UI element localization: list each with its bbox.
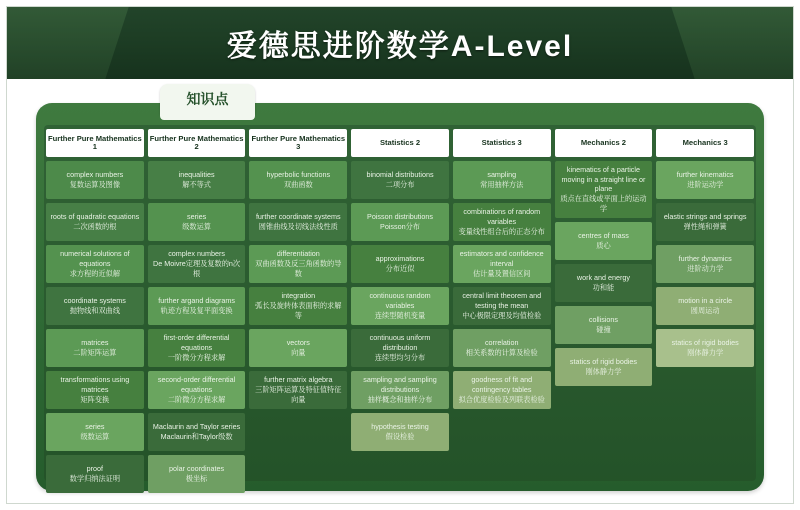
topic-title-zh: 功和能 xyxy=(592,282,615,292)
topic-title-zh: 进阶动力学 xyxy=(687,264,724,273)
topic-title-en: statics of rigid bodies xyxy=(569,356,638,366)
topic-title-zh: 抛物线和双曲线 xyxy=(69,306,121,315)
topic-cell[interactable] xyxy=(46,329,144,367)
topic-title-en: integration xyxy=(281,291,316,301)
topic-cell[interactable] xyxy=(555,264,653,302)
topic-cell[interactable] xyxy=(46,161,144,199)
topic-title-en: Poisson distributions xyxy=(367,212,433,222)
topic-cell[interactable] xyxy=(249,161,347,199)
topic-cell[interactable] xyxy=(453,287,551,325)
topic-cell[interactable] xyxy=(249,287,347,325)
topic-cell[interactable] xyxy=(453,329,551,367)
topic-title-zh: 三阶矩阵运算及特征值特征向量 xyxy=(255,385,342,404)
topic-cell[interactable] xyxy=(148,413,246,451)
topic-title-zh: 矩阵变换 xyxy=(80,394,110,404)
topic-title-zh: 二阶矩阵运算 xyxy=(73,348,117,357)
topic-title-en: further coordinate systems xyxy=(255,212,341,222)
topic-title-zh: 变量线性组合后的正态分布 xyxy=(458,226,545,236)
topic-cell[interactable] xyxy=(148,245,246,283)
topic-title-en: further dynamics xyxy=(678,254,732,264)
topic-title-zh: 级数运算 xyxy=(80,432,110,441)
topic-title-zh: 弹性绳和弹簧 xyxy=(683,222,727,231)
syllabus-table xyxy=(46,129,754,493)
topic-title-en: further matrix algebra xyxy=(264,375,333,385)
topic-title-zh: 刚体静力学 xyxy=(585,366,622,376)
topic-cell[interactable] xyxy=(148,371,246,409)
topic-title-en: work and energy xyxy=(576,272,631,282)
section-tab[interactable]: 知识点 xyxy=(160,84,255,114)
topic-cell[interactable] xyxy=(46,287,144,325)
topic-cell[interactable] xyxy=(46,203,144,241)
page-title: 爱德思进阶数学A-Level xyxy=(226,30,574,63)
topic-title-zh: 假设检验 xyxy=(385,432,415,441)
topic-title-zh: 双曲函数及反三角函数的导数 xyxy=(255,259,342,278)
topic-title-zh: 二阶微分方程求解 xyxy=(167,394,226,404)
syllabus-column xyxy=(453,129,551,493)
topic-cell[interactable] xyxy=(148,161,246,199)
topic-cell[interactable] xyxy=(555,306,653,344)
topic-cell[interactable] xyxy=(453,161,551,199)
topic-cell[interactable] xyxy=(555,222,653,260)
topic-title-en: differentiation xyxy=(276,249,320,259)
topic-title-zh: 一阶微分方程求解 xyxy=(167,352,226,362)
column-header: Further Pure Mathematics 2 xyxy=(148,129,246,157)
topic-cell[interactable] xyxy=(46,455,144,493)
topic-cell[interactable] xyxy=(249,245,347,283)
topic-cell[interactable] xyxy=(148,455,246,493)
topic-title-zh: 抽样概念和抽样分布 xyxy=(367,394,433,404)
topic-title-zh: Poisson分布 xyxy=(380,222,420,231)
topic-title-en: hypothesis testing xyxy=(371,422,429,432)
topic-title-zh: 双曲函数 xyxy=(283,180,313,189)
topic-title-zh: 数学归纳法证明 xyxy=(69,474,121,483)
topic-title-zh: 级数运算 xyxy=(182,222,211,231)
topic-title-en: further argand diagrams xyxy=(158,296,235,306)
topic-title-en: combinations of random variables xyxy=(463,207,541,227)
topic-title-en: transformations using matrices xyxy=(60,375,130,395)
topic-cell[interactable] xyxy=(453,203,551,241)
column-header: Statistics 3 xyxy=(453,129,551,157)
topic-cell[interactable] xyxy=(555,161,653,218)
topic-title-en: collisions xyxy=(588,314,619,324)
topic-title-zh: 刚体静力学 xyxy=(687,348,724,357)
topic-title-en: proof xyxy=(86,464,104,474)
topic-title-en: series xyxy=(186,212,207,222)
column-header: Further Pure Mathematics 1 xyxy=(46,129,144,157)
topic-title-en: estimators and confidence interval xyxy=(459,249,544,269)
column-header: Mechanics 2 xyxy=(555,129,653,157)
topic-cell[interactable] xyxy=(656,161,754,199)
topic-title-zh: Maclaurin和Taylor级数 xyxy=(160,432,233,441)
topic-title-en: correlation xyxy=(484,338,519,348)
topic-cell[interactable] xyxy=(453,371,551,409)
topic-cell[interactable] xyxy=(351,245,449,283)
topic-title-en: sampling and sampling distributions xyxy=(363,375,437,395)
topic-cell[interactable] xyxy=(351,287,449,325)
syllabus-column xyxy=(148,129,246,493)
topic-cell[interactable] xyxy=(656,287,754,325)
topic-title-en: centres of mass xyxy=(578,230,629,240)
topic-title-zh: 解不等式 xyxy=(182,180,211,189)
topic-title-zh: 碰撞 xyxy=(596,324,611,334)
column-header: Further Pure Mathematics 3 xyxy=(249,129,347,157)
topic-title-zh: 质心 xyxy=(596,240,611,250)
column-header: Statistics 2 xyxy=(351,129,449,157)
topic-title-zh: 轨迹方程及复平面变换 xyxy=(160,306,233,315)
topic-cell[interactable] xyxy=(656,329,754,367)
topic-cell[interactable] xyxy=(351,329,449,367)
topic-title-en: series xyxy=(85,422,105,432)
topic-cell[interactable] xyxy=(555,348,653,386)
topic-title-zh: 求方程的近似解 xyxy=(69,268,121,278)
topic-title-zh: 常用抽样方法 xyxy=(480,180,524,189)
topic-title-zh: 相关系数的计算及检验 xyxy=(465,348,538,357)
topic-title-zh: 中心极限定理及均值检验 xyxy=(462,310,542,320)
topic-title-en: matrices xyxy=(81,338,109,348)
topic-title-en: complex numbers xyxy=(168,249,225,259)
topic-title-zh: 拟合优度检验及列联表检验 xyxy=(458,394,545,404)
topic-title-zh: 二项分布 xyxy=(385,180,415,189)
topic-cell[interactable] xyxy=(351,203,449,241)
topic-title-en: sampling xyxy=(487,170,517,180)
topic-title-en: roots of quadratic equations xyxy=(50,212,140,222)
topic-title-zh: 二次函数的根 xyxy=(73,222,117,231)
topic-title-en: kinematics of a particle moving in a straight line or plane xyxy=(561,165,646,194)
topic-title-en: coordinate systems xyxy=(63,296,126,306)
syllabus-column xyxy=(249,129,347,493)
topic-cell[interactable] xyxy=(656,245,754,283)
topic-title-en: inequalities xyxy=(178,170,215,180)
topic-title-en: central limit theorem and testing the mean xyxy=(462,291,542,311)
syllabus-column xyxy=(351,129,449,493)
topic-title-en: vectors xyxy=(286,338,310,348)
topic-title-en: continuous random variables xyxy=(369,291,431,311)
topic-title-zh: 进阶运动学 xyxy=(687,180,724,189)
topic-title-en: hyperbolic functions xyxy=(266,170,331,180)
syllabus-column xyxy=(46,129,144,493)
topic-title-en: second-order differential equations xyxy=(157,375,236,395)
topic-title-en: further kinematics xyxy=(676,170,734,180)
topic-title-en: motion in a circle xyxy=(678,296,733,306)
topic-cell[interactable] xyxy=(46,413,144,451)
topic-title-zh: 连续型随机变量 xyxy=(374,310,426,320)
topic-title-zh: 质点在直线或平面上的运动学 xyxy=(560,194,647,213)
topic-cell[interactable] xyxy=(249,329,347,367)
topic-cell[interactable] xyxy=(351,413,449,451)
topic-title-zh: 弧长及旋转体表面积的求解等 xyxy=(255,301,342,320)
topic-cell[interactable] xyxy=(249,371,347,409)
topic-title-en: Maclaurin and Taylor series xyxy=(152,422,241,432)
topic-cell[interactable] xyxy=(453,245,551,283)
topic-title-zh: 极坐标 xyxy=(185,474,208,483)
topic-title-en: complex numbers xyxy=(66,170,124,180)
topic-title-en: goodness of fit and contingency tables xyxy=(471,375,533,395)
topic-title-zh: 分布近似 xyxy=(385,264,415,273)
topic-cell[interactable] xyxy=(249,203,347,241)
topic-title-zh: 向量 xyxy=(291,348,306,357)
topic-title-zh: 估计量及置信区间 xyxy=(472,268,531,278)
topic-cell[interactable] xyxy=(148,287,246,325)
topic-cell[interactable] xyxy=(148,203,246,241)
topic-title-en: statics of rigid bodies xyxy=(671,338,739,348)
topic-title-zh: 复数运算及图像 xyxy=(69,180,121,189)
column-header: Mechanics 3 xyxy=(656,129,754,157)
title-banner xyxy=(7,7,793,79)
topic-title-en: binomial distributions xyxy=(366,170,434,180)
topic-cell[interactable] xyxy=(351,161,449,199)
topic-title-en: elastic strings and springs xyxy=(663,212,747,222)
topic-title-zh: 圆周运动 xyxy=(690,306,720,315)
topic-cell[interactable] xyxy=(46,245,144,283)
topic-title-zh: 圆锥曲线及切线法线性质 xyxy=(258,222,338,231)
topic-title-en: numerical solutions of equations xyxy=(60,249,130,269)
topic-title-zh: De Moivre定理及复数的n次根 xyxy=(153,259,241,278)
syllabus-column xyxy=(656,129,754,493)
topic-title-en: approximations xyxy=(375,254,425,264)
topic-title-zh: 连续型均匀分布 xyxy=(374,352,426,362)
topic-title-en: polar coordinates xyxy=(169,464,225,474)
topic-cell[interactable] xyxy=(46,371,144,409)
topic-cell[interactable] xyxy=(656,203,754,241)
syllabus-column xyxy=(555,129,653,493)
topic-title-en: first-order differential equations xyxy=(163,333,230,353)
topic-cell[interactable] xyxy=(148,329,246,367)
topic-title-en: continuous uniform distribution xyxy=(369,333,431,353)
topic-cell[interactable] xyxy=(351,371,449,409)
